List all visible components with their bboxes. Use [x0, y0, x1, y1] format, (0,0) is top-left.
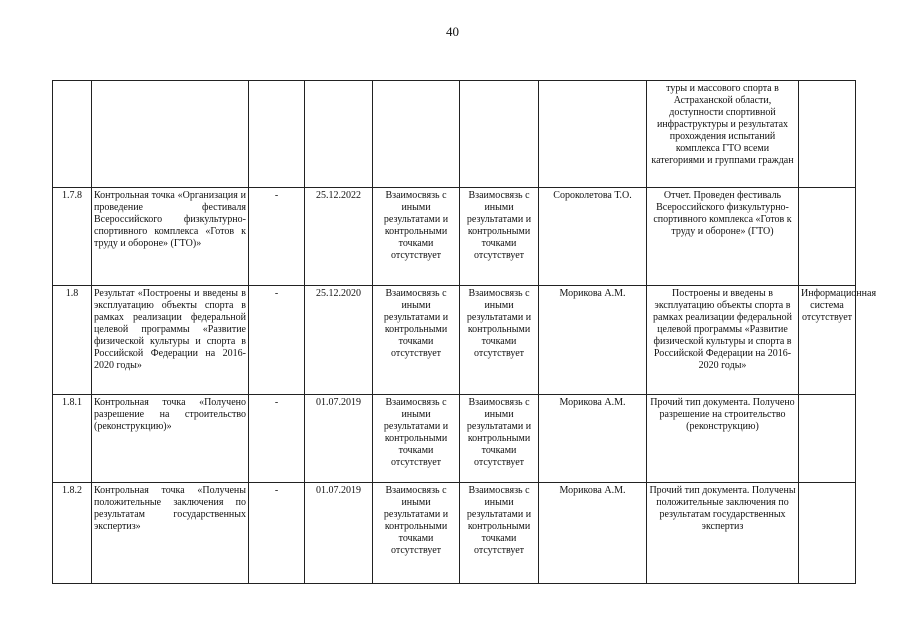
successor: Взаимосвязь с иными результатами и контрольными точками отсутствует — [460, 188, 539, 286]
event-name: Результат «Построены и введены в эксплуатацию объекты спорта в рамках реализации федеральной целевой программы «Развитие физической культуры и спорта в Российской Федерации на 2016-2020 годы» — [92, 286, 249, 395]
start-date: - — [249, 286, 305, 395]
table-row — [53, 81, 856, 188]
end-date: 01.07.2019 — [305, 395, 373, 483]
info-system: Информационная система отсутствует — [799, 286, 856, 395]
row-number: 1.7.8 — [53, 188, 92, 286]
responsible: Морикова А.М. — [539, 483, 647, 584]
responsible: Морикова А.М. — [539, 395, 647, 483]
result-document: Прочий тип документа. Получены положительные заключения по результатам государственных экспертиз — [647, 483, 799, 584]
predecessor — [373, 81, 460, 188]
plan-table — [52, 80, 877, 584]
table-row — [53, 395, 856, 483]
event-name: Контрольная точка «Получены положительные заключения по результатам государственных экспертиз» — [92, 483, 249, 584]
row-number: 1.8.1 — [53, 395, 92, 483]
start-date: - — [249, 483, 305, 584]
page-number: 40 — [446, 24, 459, 39]
responsible: Морикова А.М. — [539, 286, 647, 395]
result-document: Прочий тип документа. Получено разрешение на строительство (реконструкцию) — [647, 395, 799, 483]
successor: Взаимосвязь с иными результатами и контрольными точками отсутствует — [460, 483, 539, 584]
row-number: 1.8 — [53, 286, 92, 395]
end-date: 01.07.2019 — [305, 483, 373, 584]
info-system — [799, 395, 856, 483]
start-date — [249, 81, 305, 188]
responsible — [539, 81, 647, 188]
table-row — [53, 286, 856, 395]
info-system — [799, 483, 856, 584]
event-name — [92, 81, 249, 188]
successor — [460, 81, 539, 188]
responsible: Сороколетова Т.О. — [539, 188, 647, 286]
result-document: туры и массового спорта в Астраханской области, доступности спортивной инфраструктуры и результатах прохождения испытаний комплекса ГТО всеми категориями и группами граждан — [647, 81, 799, 188]
result-document: Отчет. Проведен фестиваль Всероссийского физкультурно-спортивного комплекса «Готов к труду и обороне» (ГТО) — [647, 188, 799, 286]
end-date — [305, 81, 373, 188]
info-system — [799, 188, 856, 286]
event-name: Контрольная точка «Организация и проведение фестиваля Всероссийского физкультурно-спортивного комплекса «Готов к труду и обороне» (ГТО)» — [92, 188, 249, 286]
predecessor: Взаимосвязь с иными результатами и контрольными точками отсутствует — [373, 483, 460, 584]
result-document: Построены и введены в эксплуатацию объекты спорта в рамках реализации федеральной целевой программы «Развитие физической культуры и спорта в Российской Федерации на 2016-2020 годы» — [647, 286, 799, 395]
successor: Взаимосвязь с иными результатами и контрольными точками отсутствует — [460, 395, 539, 483]
row-number: 1.8.2 — [53, 483, 92, 584]
info-system — [799, 81, 856, 188]
predecessor: Взаимосвязь с иными результатами и контрольными точками отсутствует — [373, 286, 460, 395]
predecessor: Взаимосвязь с иными результатами и контрольными точками отсутствует — [373, 395, 460, 483]
start-date: - — [249, 395, 305, 483]
end-date: 25.12.2020 — [305, 286, 373, 395]
successor: Взаимосвязь с иными результатами и контрольными точками отсутствует — [460, 286, 539, 395]
table-row — [53, 188, 856, 286]
event-name: Контрольная точка «Получено разрешение на строительство (реконструкцию)» — [92, 395, 249, 483]
start-date: - — [249, 188, 305, 286]
table-row — [53, 483, 856, 584]
row-number — [53, 81, 92, 188]
predecessor: Взаимосвязь с иными результатами и контрольными точками отсутствует — [373, 188, 460, 286]
end-date: 25.12.2022 — [305, 188, 373, 286]
